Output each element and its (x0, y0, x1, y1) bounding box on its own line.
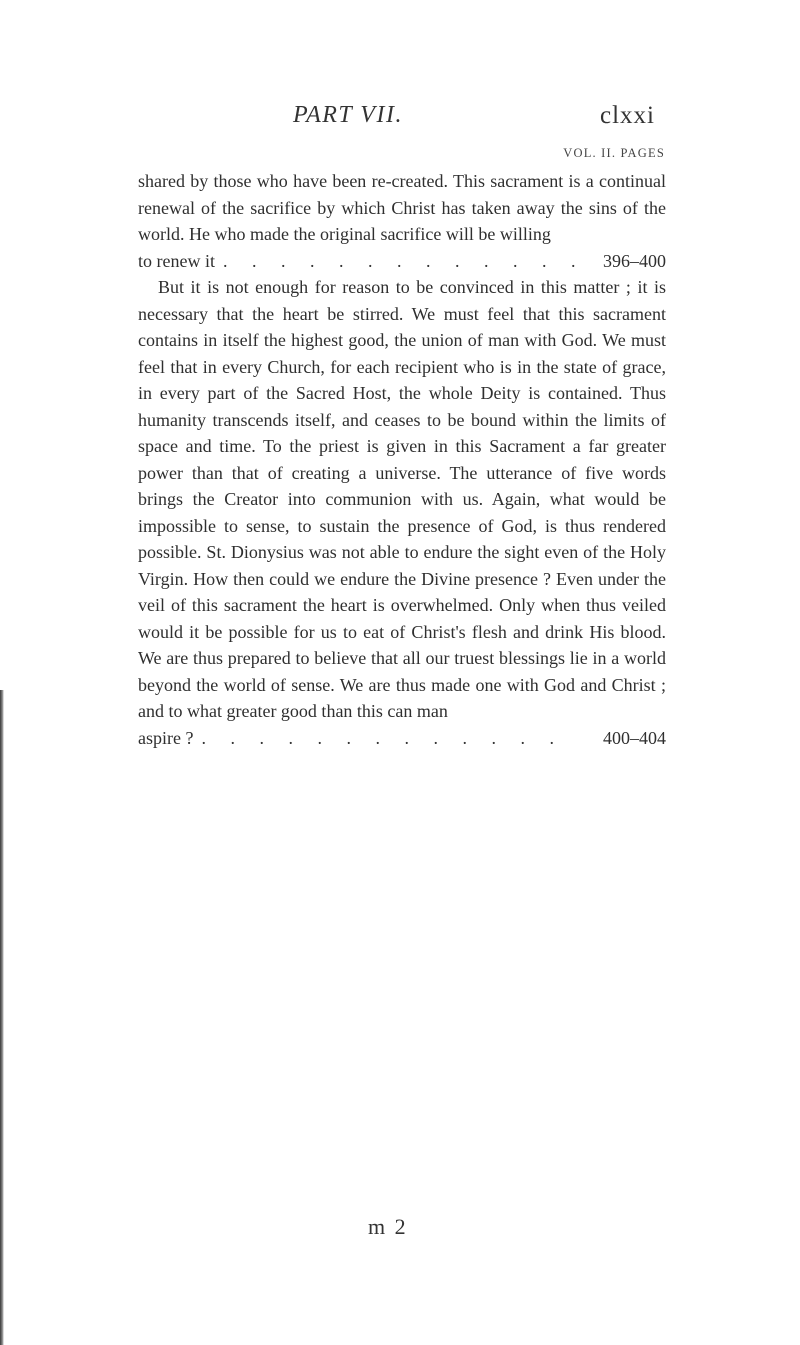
column-heading: VOL. II. PAGES (563, 146, 665, 160)
running-header (0, 98, 800, 138)
contents-body (138, 168, 666, 751)
entry-last-words: aspire ? (138, 727, 194, 748)
page-number: clxxi (600, 102, 655, 129)
page-edge-shadow (0, 690, 4, 1345)
entry-last-line (138, 725, 666, 752)
entry-text: But it is not enough for reason to be convinced in this matter ; it is necessary that the heart be stirred. We must feel that this sacrament contains in itself the highest good, the union of man with God. We must feel that in every Church, for each recipient who is in the state of grace, in every part of the Sacred Host, the whole Deity is contained. Thus humanity transcends itself, and ceases to be bound within the limits of space and time. To the priest is given in this Sacrament a far greater power than that of creating a universe. The utterance of five words brings the Creator into communion with us. Again, what would be impossible to sense, to sustain the presence of God, is thus rendered possible. St. Dionysius was not able to endure the sight even of the Holy Virgin. How then could we endure the Divine presence ? Even under the veil of this sacrament the heart is overwhelmed. Only when thus veiled would it be possible for us to eat of Christ's flesh and drink His blood. We are thus prepared to believe that all our truest blessings lie in a world beyond the world of sense. We are thus made one with God and Christ ; and to what greater good than this can man (138, 277, 666, 721)
entry-last-line (138, 248, 666, 275)
signature-mark: m 2 (368, 1214, 408, 1239)
dot-leader: . . . . . . . . . . . . . (222, 250, 586, 271)
dot-leader: . . . . . . . . . . . . . (201, 727, 564, 748)
part-title: PART VII. (293, 102, 403, 128)
page-range: 400–404 (603, 727, 666, 748)
page-range: 396–400 (603, 250, 666, 271)
entry-last-words: to renew it (138, 250, 215, 271)
entry-text: shared by those who have been re-created. This sacrament is a continual renewal of the sacrifice by which Christ has taken away the sins of the world. He who made the original sacrifice will be willing (138, 171, 666, 244)
